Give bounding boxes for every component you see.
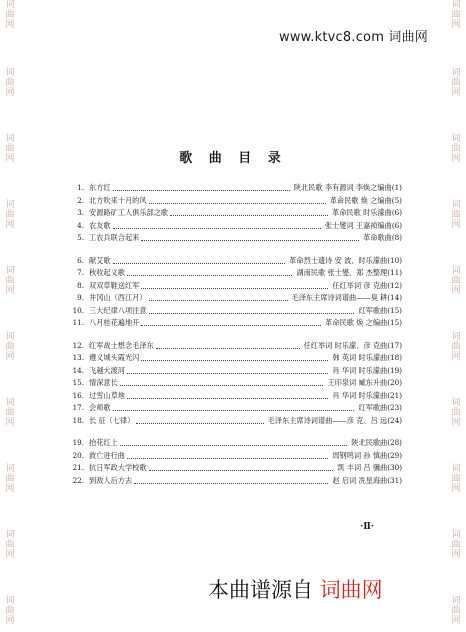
entry-credit: 革命民歌 焕 之编曲(5) — [328, 195, 402, 208]
section-gap — [70, 330, 402, 340]
toc-entry — [70, 267, 402, 280]
entry-title: 双双草鞋送红军 — [89, 280, 140, 290]
entry-title: 安源路矿工人俱乐部之歌 — [89, 208, 169, 217]
watermark-group — [448, 596, 464, 626]
watermark-char: 网 — [451, 154, 461, 164]
entry-credit: 革命民歌 时乐濛曲(6) — [330, 207, 402, 220]
dot-leader — [113, 410, 354, 411]
entry-number: 15. — [72, 378, 84, 387]
watermark-char: 词 — [5, 596, 15, 606]
entry-title: 北方吹来十月的风 — [89, 195, 147, 205]
watermark-char: 网 — [451, 418, 461, 428]
page-number: ·Ⅱ· — [360, 522, 374, 532]
toc-entry — [70, 182, 402, 195]
entry-number: 13. — [72, 353, 84, 362]
entry-credit: 毛泽东主席诗词谱曲——彦 克、吕 远(24) — [266, 415, 402, 428]
page-title: 歌 曲 目 录 — [179, 151, 287, 166]
watermark-char: 曲 — [451, 540, 461, 550]
toc-entry — [70, 195, 402, 208]
dot-leader — [120, 385, 323, 386]
dot-leader — [113, 190, 290, 191]
watermark-group — [448, 266, 464, 296]
toc-entry — [70, 450, 402, 463]
dot-leader — [134, 483, 328, 484]
watermark-char: 曲 — [5, 276, 15, 286]
entry-number: 16. — [72, 390, 84, 400]
watermark-char: 网 — [5, 154, 15, 164]
entry-credit: 凯 丰词 吕 骥曲(30) — [335, 462, 402, 475]
watermark-group — [2, 200, 18, 230]
watermark-char: 网 — [451, 20, 461, 30]
watermark-char: 曲 — [5, 144, 15, 154]
entry-credit: 红军歌曲(15) — [356, 305, 402, 318]
watermark-char: 曲 — [451, 276, 461, 286]
dot-leader — [149, 313, 354, 314]
watermark-group — [448, 464, 464, 494]
entry-title: 东方红 — [89, 183, 111, 192]
watermark-group — [2, 530, 18, 560]
watermark-char: 曲 — [5, 408, 15, 418]
entry-title: 长 征（七律） — [89, 415, 135, 425]
site-watermark-prefix: 本曲谱源自 — [208, 578, 320, 602]
entry-number: 1. — [77, 183, 84, 192]
watermark-char: 词 — [451, 530, 461, 540]
dot-leader — [141, 240, 359, 241]
entry-title: 情深意长 — [89, 378, 118, 387]
entry-title: 会师歌 — [89, 403, 111, 412]
watermark-char: 词 — [5, 68, 15, 78]
dot-leader — [113, 228, 321, 229]
watermark-char: 词 — [5, 332, 15, 342]
watermark-char: 曲 — [5, 78, 15, 88]
watermark-char: 词 — [451, 200, 461, 210]
watermark-char: 词 — [451, 464, 461, 474]
watermark-char: 网 — [5, 352, 15, 362]
toc-entry — [70, 317, 402, 330]
entry-credit: 红军歌曲(23) — [356, 402, 402, 415]
watermark-char: 网 — [5, 484, 15, 494]
watermark-char: 曲 — [451, 408, 461, 418]
watermark-char: 曲 — [451, 606, 461, 616]
entry-number: 20. — [72, 450, 84, 460]
entry-credit: 革命民歌 焕 之编曲(15) — [323, 317, 402, 330]
toc-entry — [70, 390, 402, 403]
toc-entry — [70, 365, 402, 378]
watermark-char: 曲 — [451, 144, 461, 154]
watermark-group — [2, 332, 18, 362]
watermark-char: 网 — [451, 484, 461, 494]
watermark-char: 曲 — [451, 10, 461, 20]
entry-credit: 肖 华词 时乐濛曲(21) — [330, 390, 402, 403]
dot-leader — [127, 458, 328, 459]
toc-entry — [70, 292, 402, 305]
site-watermark-brand: 词曲网 — [319, 578, 383, 602]
entry-number: 5. — [77, 233, 84, 242]
entry-title: 抬花红上 — [89, 438, 118, 447]
entry-title: 工农兵联合起来 — [89, 233, 140, 242]
dot-leader — [127, 398, 328, 399]
entry-credit: 毛泽东主席诗词谱曲——臭 耕(14) — [290, 292, 402, 305]
site-watermark-bottom — [208, 574, 383, 604]
entry-number: 7. — [77, 268, 84, 277]
watermark-char: 网 — [451, 550, 461, 560]
dot-leader — [127, 373, 328, 374]
toc-entry — [70, 340, 402, 353]
toc-entry — [70, 280, 402, 293]
toc-entry — [70, 377, 402, 390]
watermark-group — [2, 0, 18, 30]
watermark-char: 网 — [5, 550, 15, 560]
toc-entry — [70, 475, 402, 488]
dot-leader — [170, 215, 328, 216]
entry-title: 过雪山草地 — [89, 390, 125, 400]
watermark-group — [2, 398, 18, 428]
watermark-char: 曲 — [451, 342, 461, 352]
entry-number: 10. — [72, 305, 84, 315]
watermark-char: 词 — [451, 266, 461, 276]
entry-credit: 任红举词 时乐濛、彦 克曲(17) — [302, 340, 402, 353]
watermark-char: 词 — [451, 68, 461, 78]
dot-leader — [141, 325, 321, 326]
watermark-char: 网 — [451, 88, 461, 98]
watermark-char: 网 — [5, 286, 15, 296]
toc-entry — [70, 207, 402, 220]
watermark-char: 曲 — [5, 342, 15, 352]
watermark-char: 网 — [5, 88, 15, 98]
watermark-char: 网 — [5, 20, 15, 30]
watermark-group — [448, 530, 464, 560]
toc-entry — [70, 255, 402, 268]
toc-entry — [70, 437, 402, 450]
entry-credit: 韩 英词 时乐濛曲(18) — [330, 352, 402, 365]
toc-entry — [70, 415, 402, 428]
watermark-char: 网 — [5, 418, 15, 428]
watermark-group — [448, 200, 464, 230]
watermark-char: 词 — [451, 398, 461, 408]
toc-entry — [70, 402, 402, 415]
entry-title: 三大纪律八项注意 — [89, 305, 147, 315]
watermark-char: 网 — [5, 616, 15, 626]
entry-credit: 周钢鸣词 孙 慎曲(29) — [330, 450, 402, 463]
dot-leader — [149, 203, 326, 204]
dot-leader — [127, 275, 292, 276]
section-gap — [70, 427, 402, 437]
entry-credit: 陕北民歌曲(28) — [349, 437, 402, 450]
entry-credit: 赵 启词 冼星海曲(31) — [330, 475, 402, 488]
entry-number: 4. — [77, 220, 84, 230]
entry-title: 红军战士想念毛泽东 — [89, 340, 154, 350]
watermark-char: 网 — [5, 220, 15, 230]
entry-title: 飞越大渡河 — [89, 365, 125, 375]
entry-number: 9. — [77, 293, 84, 302]
watermark-char: 曲 — [5, 540, 15, 550]
watermark-char: 词 — [5, 0, 15, 10]
entry-title: 八月桂花遍地开 — [89, 318, 140, 327]
watermark-char: 曲 — [451, 210, 461, 220]
watermark-char: 词 — [451, 596, 461, 606]
entry-title: 抗日军政大学校歌 — [89, 463, 147, 472]
entry-title: 献艾歌 — [89, 255, 111, 265]
toc-list — [70, 182, 402, 487]
toc-entry — [70, 305, 402, 318]
toc-entry — [70, 232, 402, 245]
watermark-char: 曲 — [451, 78, 461, 88]
watermark-char: 词 — [5, 530, 15, 540]
watermark-group — [448, 68, 464, 98]
entry-credit: 张士燮词 王嘉祯编曲(6) — [323, 220, 402, 233]
entry-number: 17. — [72, 403, 84, 412]
watermark-char: 词 — [5, 134, 15, 144]
entry-number: 22. — [72, 475, 84, 485]
section-gap — [70, 245, 402, 255]
entry-title: 秋收起义歌 — [89, 268, 125, 277]
watermark-char: 词 — [451, 332, 461, 342]
watermark-char: 词 — [451, 134, 461, 144]
entry-title: 遵义城头霞光闪 — [89, 353, 140, 362]
watermark-char: 曲 — [5, 10, 15, 20]
watermark-char: 曲 — [5, 210, 15, 220]
watermark-group — [2, 68, 18, 98]
entry-credit: 革命歌曲(8) — [361, 232, 402, 245]
dot-leader — [136, 423, 264, 424]
entry-number: 8. — [77, 280, 84, 290]
entry-credit: 任红举词 彦 克曲(12) — [330, 280, 402, 293]
watermark-group — [448, 0, 464, 30]
watermark-char: 曲 — [5, 606, 15, 616]
entry-title: 井冈山（西江月） — [89, 293, 147, 302]
toc-entry — [70, 220, 402, 233]
dot-leader — [120, 445, 347, 446]
dot-leader — [141, 360, 328, 361]
dot-leader — [156, 348, 300, 349]
watermark-char: 词 — [5, 398, 15, 408]
entry-number: 6. — [77, 255, 84, 265]
watermark-char: 词 — [451, 0, 461, 10]
watermark-char: 曲 — [451, 474, 461, 484]
watermark-char: 网 — [451, 220, 461, 230]
watermark-char: 网 — [451, 616, 461, 626]
entry-number: 2. — [77, 195, 84, 205]
site-watermark-top: www.ktvc8.com 词曲网 — [278, 30, 428, 45]
entry-title: 救亡进行曲 — [89, 450, 125, 460]
watermark-char: 词 — [5, 266, 15, 276]
dot-leader — [113, 263, 285, 264]
watermark-char: 词 — [5, 200, 15, 210]
watermark-column-left — [2, 0, 18, 632]
dot-leader — [149, 470, 333, 471]
entry-number: 12. — [72, 340, 84, 350]
entry-number: 21. — [72, 463, 84, 472]
entry-number: 18. — [72, 415, 84, 425]
watermark-group — [448, 398, 464, 428]
dot-leader — [141, 288, 328, 289]
entry-credit: 陕北民歌 李有源词 李焕之编曲(1) — [292, 182, 402, 195]
watermark-char: 网 — [451, 286, 461, 296]
toc-entry — [70, 462, 402, 475]
entry-number: 14. — [72, 365, 84, 375]
entry-number: 19. — [72, 438, 84, 447]
entry-number: 11. — [72, 318, 84, 327]
dot-leader — [149, 300, 288, 301]
watermark-char: 词 — [5, 464, 15, 474]
watermark-group — [2, 596, 18, 626]
entry-credit: 湖南民歌 张士燮、郑 杰整理(11) — [294, 267, 402, 280]
watermark-char: 网 — [451, 352, 461, 362]
entry-credit: 王印泉词 臧东升曲(20) — [325, 377, 402, 390]
watermark-group — [2, 464, 18, 494]
entry-number: 3. — [77, 208, 84, 217]
watermark-char: 曲 — [5, 474, 15, 484]
entry-credit: 肖 华词 时乐濛曲(19) — [330, 365, 402, 378]
entry-credit: 革命烈士遗诗 安 波、时乐濛曲(10) — [287, 255, 402, 268]
entry-title: 到敌人后方去 — [89, 475, 133, 485]
watermark-group — [448, 332, 464, 362]
entry-title: 农友歌 — [89, 220, 111, 230]
toc-entry — [70, 352, 402, 365]
watermark-column-right — [448, 0, 464, 632]
watermark-group — [2, 266, 18, 296]
